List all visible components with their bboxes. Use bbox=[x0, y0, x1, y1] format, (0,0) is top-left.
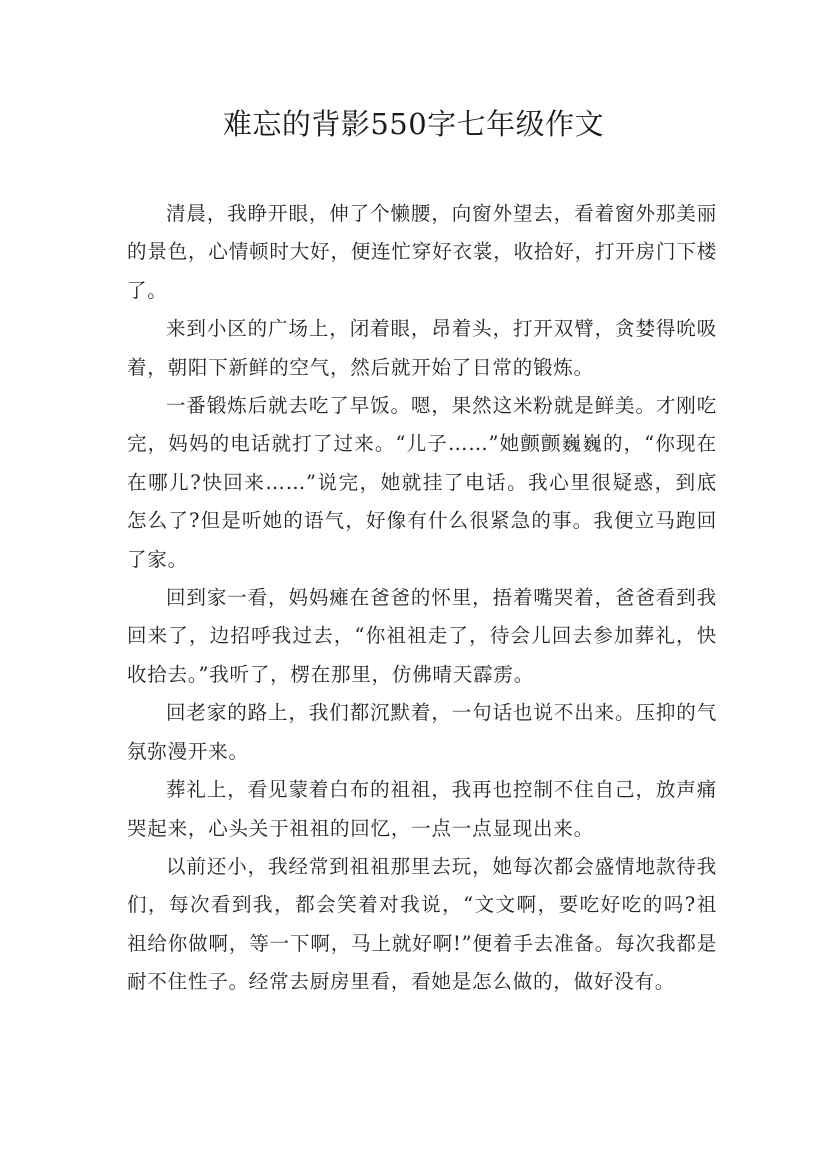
paragraph-6: 葬礼上，看见蒙着白布的祖祖，我再也控制不住自己，放声痛哭起来，心头关于祖祖的回忆，一点一点显现出来。 bbox=[127, 778, 717, 840]
paragraph-1: 清晨，我睁开眼，伸了个懒腰，向窗外望去，看着窗外那美丽的景色，心情顿时大好，便连忙穿好衣裳，收拾好，打开房门下楼了。 bbox=[127, 202, 717, 302]
paragraph-5: 回老家的路上，我们都沉默着，一句话也说不出来。压抑的气氛弥漫开来。 bbox=[127, 701, 717, 763]
paragraph-7: 以前还小，我经常到祖祖那里去玩，她每次都会盛情地款待我们，每次看到我，都会笑着对我说，“文文啊，要吃好吃的吗?祖祖给你做啊，等一下啊，马上就好啊!”便着手去准备。每次我都是耐不住性子。经常去厨房里看，看她是怎么做的，做好没有。 bbox=[127, 854, 717, 994]
document-body bbox=[127, 195, 717, 1002]
paragraph-3: 一番锻炼后就去吃了早饭。嗯，果然这米粉就是鲜美。才刚吃完，妈妈的电话就打了过来。“儿子……”她颤颤巍巍的，“你现在在哪儿?快回来……”说完，她就挂了电话。我心里很疑惑，到底怎么了?但是听她的语气，好像有什么很紧急的事。我便立马跑回了家。 bbox=[127, 394, 717, 571]
paragraph-2: 来到小区的广场上，闭着眼，昂着头，打开双臂，贪婪得吮吸着，朝阳下新鲜的空气，然后就开始了日常的锻炼。 bbox=[127, 317, 717, 379]
document-title: 难忘的背影550字七年级作文 bbox=[222, 107, 605, 141]
paragraph-4: 回到家一看，妈妈瘫在爸爸的怀里，捂着嘴哭着，爸爸看到我回来了，边招呼我过去，“你祖祖走了，待会儿回去参加葬礼，快收拾去。”我听了，楞在那里，仿佛晴天霹雳。 bbox=[127, 586, 717, 686]
